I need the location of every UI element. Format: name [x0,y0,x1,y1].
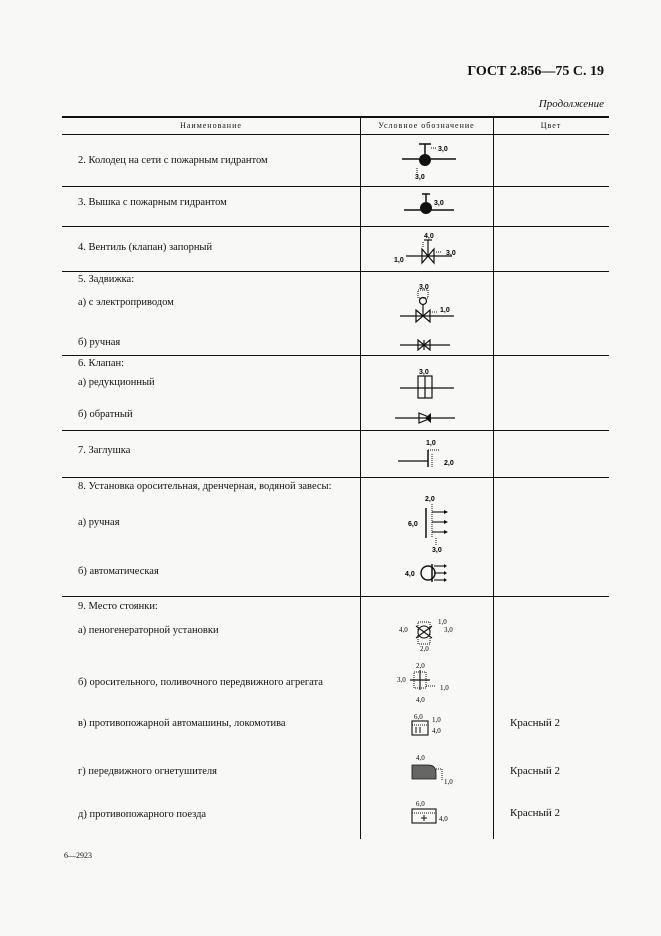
dimension-label: 3,0 [419,369,429,376]
row-label: б) обратный [78,409,133,420]
dimension-label: 3,0 [434,200,444,207]
header-rule [62,134,609,135]
dimension-label: 3,0 [438,146,448,153]
dimension-label: 3,0 [397,676,406,684]
color-value: Красный 2 [510,807,561,819]
row-label: б) оросительного, поливочного передвижного агрегата [78,677,323,688]
fire-engine-parking-symbol [406,711,456,741]
dimension-label: 1,0 [426,440,436,447]
automatic-sprinkler-symbol [404,560,454,586]
sprinkler-unit-parking-symbol [396,660,456,704]
dimension-label: 3,0 [419,284,429,291]
foam-generator-parking-symbol [398,618,464,654]
dimension-label: 1,0 [438,618,447,626]
pressure-reducing-valve-symbol [398,364,458,400]
row-rule [62,477,609,478]
table-top-rule [62,116,609,118]
row-rule [62,596,609,597]
mobile-extinguisher-parking-symbol [406,751,458,787]
dimension-label: 6,0 [408,521,418,528]
manual-sprinkler-symbol [408,494,458,554]
row-label: б) ручная [78,337,121,348]
dimension-label: 1,0 [440,307,450,314]
continuation-label: Продолжение [538,98,604,110]
dimension-label: 1,0 [432,716,441,724]
manual-gate-valve-symbol [398,337,454,353]
row-rule [62,355,609,356]
row-label: д) противопожарного поезда [78,809,207,820]
row-label: а) ручная [78,517,120,528]
column-header-color: Цвет [540,121,562,130]
row-label: 9. Место стоянки: [78,601,158,612]
row-rule [62,271,609,272]
dimension-label: 4,0 [405,571,415,578]
shutoff-valve-symbol [394,230,464,268]
dimension-label: 6,0 [416,800,425,808]
dimension-label: 3,0 [444,626,453,634]
dimension-label: 4,0 [416,754,425,762]
check-valve-symbol [393,411,459,425]
dimension-label: 6,0 [414,713,423,721]
row-label: 4. Вентиль (клапан) запорный [78,242,213,253]
row-label: 6. Клапан: [78,358,125,369]
dimension-label: 1,0 [394,257,404,264]
dimension-label: 1,0 [444,778,453,786]
dimension-label: 2,0 [420,645,429,653]
row-rule [62,430,609,431]
row-rule [62,186,609,187]
fire-train-parking-symbol [406,797,456,829]
color-value: Красный 2 [510,717,561,729]
dimension-label: 3,0 [415,174,425,181]
dimension-label: 4,0 [439,815,448,823]
dimension-label: 2,0 [425,496,435,503]
dimension-label: 2,0 [416,662,425,670]
row-label: в) противопожарной автомашины, локомотива [78,718,286,729]
dimension-label: 4,0 [424,233,434,240]
print-code: 6—2923 [64,851,92,860]
row-label: а) редукционный [78,377,155,388]
dimension-label: 1,0 [440,684,449,692]
row-label: 5. Задвижка: [78,274,135,285]
row-label: 7. Заглушка [78,445,131,456]
dimension-label: 2,0 [444,460,454,467]
row-label: б) автоматическая [78,566,159,577]
dimension-label: 3,0 [446,250,456,257]
column-header-name: Наименование [180,121,242,130]
row-label: г) передвижного огнетушителя [78,766,218,777]
row-label: 2. Колодец на сети с пожарным гидрантом [78,155,268,166]
hydrant-well-symbol [398,139,468,181]
dimension-label: 3,0 [432,547,442,554]
row-rule [62,226,609,227]
page-header: ГОСТ 2.856—75 С. 19 [467,64,604,79]
motor-gate-valve-symbol [396,282,466,324]
row-label: 8. Установка оросительная, дренчерная, водяной завесы: [78,481,332,492]
dimension-label: 4,0 [416,696,425,704]
row-label: а) с электроприводом [78,297,174,308]
color-value: Красный 2 [510,765,561,777]
hydrant-tower-symbol [398,190,468,222]
dimension-label: 4,0 [399,626,408,634]
plug-symbol [396,436,462,472]
dimension-label: 4,0 [432,727,441,735]
row-label: 3. Вышка с пожарным гидрантом [78,197,227,208]
row-label: а) пеногенераторной установки [78,625,219,636]
column-header-symbol: Условное обозначение [378,121,475,130]
